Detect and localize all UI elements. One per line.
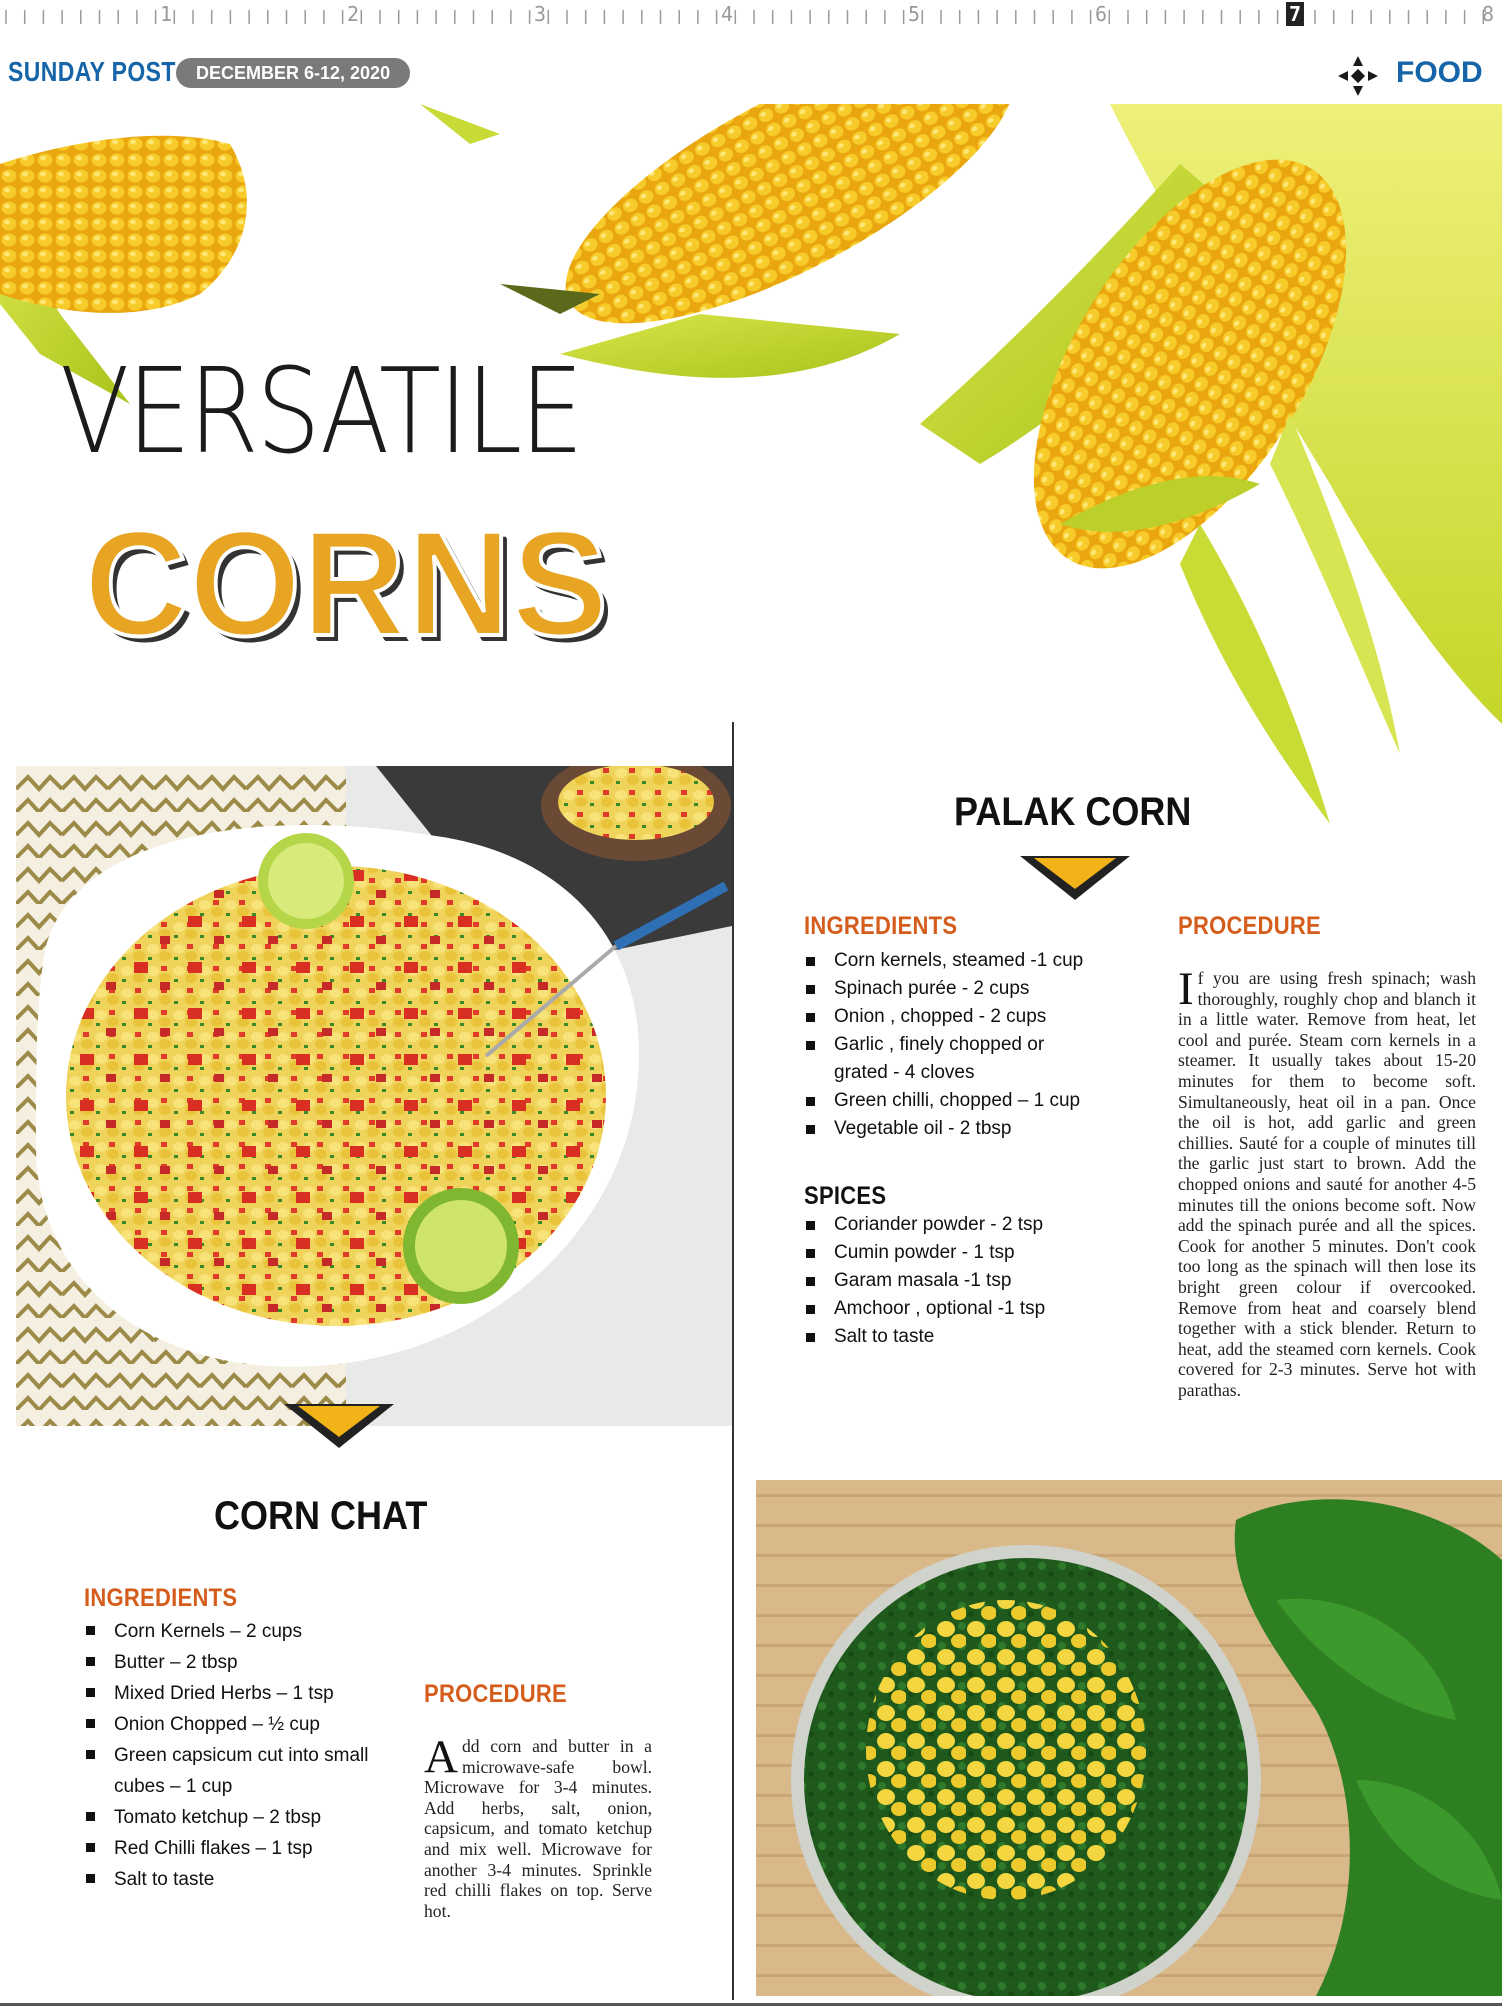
procedure-body: f you are using fresh spinach; wash thoroughly, roughly chop and blanch it in a little water. Remove from heat, let cool and purée. Steam corn kernels in a steamer. It usually takes about 15-20 minutes for them to become soft. Simultaneously, heat oil in a pan. Once the oil is hot, add garlic and green chillies. Sauté for a couple of minutes till the garlic just start to brown. Add the chopped onions and sauté for another 4-5 minutes till the onions become soft. Now add the spinach purée and all the spices. Cook for another 5 minutes. Don't cook too long as the spinach will then lose its bright green colour if overcooked. Remove from heat and coarsely blend together with a stick blender. Return to heat, add the steamed corn kernels. Cook covered for 2-3 minutes. Serve hot with parathas. <box>1178 968 1476 1400</box>
palak-ingredients-list <box>804 947 1094 1143</box>
bullet-icon <box>806 1221 815 1230</box>
corn-chat-photo <box>16 766 732 1426</box>
list-item <box>804 1295 1094 1323</box>
list-item <box>804 1115 1094 1143</box>
list-item-text: Onion , chopped - 2 cups <box>834 1006 1047 1027</box>
list-item-text: Salt to taste <box>114 1869 215 1890</box>
palak-procedure-text <box>1178 963 1476 1400</box>
palak-corn-photo <box>756 1480 1502 1996</box>
ruler-number: 3 <box>533 2 547 26</box>
list-item-text: Corn Kernels – 2 cups <box>114 1621 302 1642</box>
headline-line-1: VERSATILE <box>60 342 582 480</box>
corn-chat-ingredients-heading: INGREDIENTS <box>84 1584 238 1612</box>
list-item-text: Cumin powder - 1 tsp <box>834 1242 1015 1263</box>
list-item <box>84 1740 374 1802</box>
corn-chat-chevron-icon <box>284 1404 394 1448</box>
bullet-icon <box>86 1874 95 1883</box>
list-item-text: Onion Chopped – ½ cup <box>114 1714 320 1735</box>
bullet-icon <box>806 1249 815 1258</box>
palak-corn-chevron-icon <box>1020 856 1130 900</box>
bullet-icon <box>86 1812 95 1821</box>
ruler-number: 1 <box>159 2 173 26</box>
corn-chat-ingredients-list <box>84 1616 374 1895</box>
drop-cap: A <box>424 1731 458 1783</box>
bullet-icon <box>806 1125 815 1134</box>
list-item-text: Corn kernels, steamed -1 cup <box>834 950 1084 971</box>
corn-chat-procedure-heading: PROCEDURE <box>424 1680 567 1708</box>
list-item <box>804 975 1094 1003</box>
list-item-text: Butter – 2 tbsp <box>114 1652 238 1673</box>
list-item-text: Green capsicum cut into small cubes – 1 cup <box>114 1745 369 1797</box>
list-item <box>804 947 1094 975</box>
list-item <box>84 1709 374 1740</box>
list-item <box>804 1031 1094 1087</box>
ruler-number: 5 <box>907 2 921 26</box>
palak-procedure-heading: PROCEDURE <box>1178 912 1321 940</box>
corn-chat-procedure-text <box>424 1731 652 1921</box>
list-item <box>84 1616 374 1647</box>
list-item-text: Mixed Dried Herbs – 1 tsp <box>114 1683 334 1704</box>
bullet-icon <box>806 1277 815 1286</box>
bullet-icon <box>86 1750 95 1759</box>
ruler-number: 6 <box>1094 2 1108 26</box>
list-item <box>804 1239 1094 1267</box>
bullet-icon <box>806 985 815 994</box>
compass-arrows-icon <box>1336 54 1380 98</box>
list-item <box>804 1003 1094 1031</box>
list-item-text: Red Chilli flakes – 1 tsp <box>114 1838 313 1859</box>
bullet-icon <box>806 1305 815 1314</box>
list-item <box>804 1323 1094 1351</box>
ruler-number: 4 <box>720 2 734 26</box>
bullet-icon <box>86 1657 95 1666</box>
list-item <box>84 1678 374 1709</box>
list-item-text: Green chilli, chopped – 1 cup <box>834 1090 1081 1111</box>
list-item <box>804 1211 1094 1239</box>
list-item-text: Garlic , finely chopped or grated - 4 cloves <box>834 1034 1045 1083</box>
list-item-text: Garam masala -1 tsp <box>834 1270 1012 1291</box>
bullet-icon <box>806 1097 815 1106</box>
bullet-icon <box>806 1333 815 1342</box>
palak-spices-list <box>804 1211 1094 1351</box>
list-item <box>84 1647 374 1678</box>
bullet-icon <box>86 1688 95 1697</box>
bullet-icon <box>806 1041 815 1050</box>
bullet-icon <box>86 1719 95 1728</box>
page-bottom-rule <box>0 2003 1502 2006</box>
list-item-text: Salt to taste <box>834 1326 935 1347</box>
bullet-icon <box>806 957 815 966</box>
publication-name: SUNDAY POST <box>8 56 176 87</box>
page-ruler <box>0 0 1502 30</box>
palak-corn-title: PALAK CORN <box>954 790 1192 834</box>
list-item <box>804 1087 1094 1115</box>
palak-ingredients-heading: INGREDIENTS <box>804 912 958 940</box>
palak-spices-heading: SPICES <box>804 1182 887 1210</box>
list-item <box>84 1864 374 1895</box>
list-item <box>804 1267 1094 1295</box>
list-item-text: Coriander powder - 2 tsp <box>834 1214 1044 1235</box>
issue-date-badge: DECEMBER 6-12, 2020 <box>176 58 410 88</box>
list-item <box>84 1802 374 1833</box>
procedure-body: dd corn and butter in a microwave-safe bowl. Microwave for 3-4 minutes. Add herbs, salt, onion, capsicum, and tomato ketchup and mix well. Microwave for another 3-4 minutes. Sprinkle red chilli flakes on top. Serve hot. <box>424 1736 652 1921</box>
bullet-icon <box>86 1626 95 1635</box>
corn-chat-title: CORN CHAT <box>214 1494 428 1538</box>
ruler-number-current: 7 <box>1286 2 1304 26</box>
list-item-text: Spinach purée - 2 cups <box>834 978 1030 999</box>
ruler-ticks <box>0 0 1502 30</box>
ruler-number: 8 <box>1481 2 1495 26</box>
ruler-number: 2 <box>346 2 360 26</box>
list-item-text: Tomato ketchup – 2 tbsp <box>114 1807 322 1828</box>
list-item-text: Vegetable oil - 2 tbsp <box>834 1118 1012 1139</box>
column-divider <box>732 722 734 2000</box>
list-item-text: Amchoor , optional -1 tsp <box>834 1298 1046 1319</box>
bullet-icon <box>86 1843 95 1852</box>
bullet-icon <box>806 1013 815 1022</box>
drop-cap: I <box>1178 963 1194 1015</box>
headline-line-2: CORNS <box>84 499 609 667</box>
section-label: FOOD <box>1396 56 1483 89</box>
list-item <box>84 1833 374 1864</box>
